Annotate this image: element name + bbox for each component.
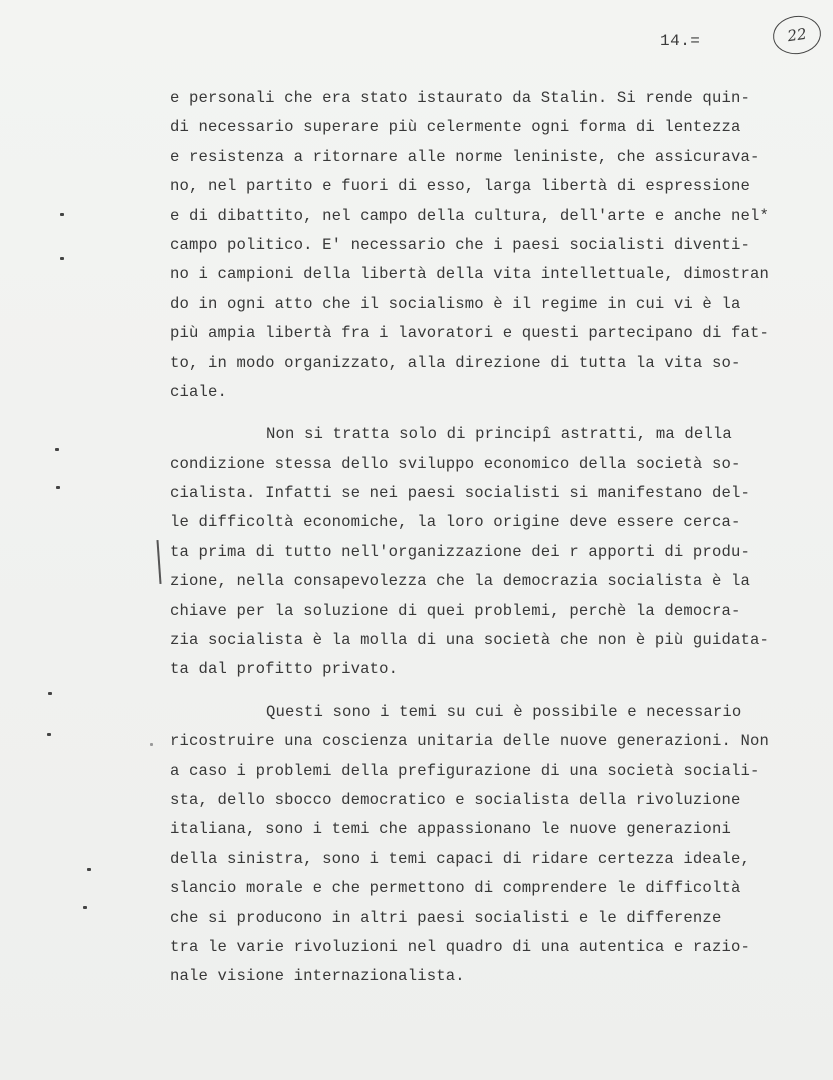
- text-line: e di dibattito, nel campo della cultura, dell'arte e anche nel*: [170, 206, 769, 225]
- margin-mark: [60, 213, 64, 216]
- text-line: ricostruire una coscienza unitaria delle nuove generazioni. Non: [170, 732, 769, 751]
- text-line: ciale.: [170, 382, 228, 401]
- text-line: no, nel partito e fuori di esso, larga libertà di espressione: [170, 177, 750, 196]
- margin-mark: [56, 486, 60, 489]
- text-line: no i campioni della libertà della vita intellettuale, dimostran: [170, 265, 769, 284]
- text-line: condizione stessa dello sviluppo economico della società so-: [170, 454, 741, 473]
- stamp-number: 22: [786, 24, 808, 46]
- text-line: ta prima di tutto nell'organizzazione dei r apporti di produ-: [170, 542, 750, 561]
- margin-mark: [48, 692, 52, 695]
- text-line: campo politico. E' necessario che i paesi socialisti diventi-: [170, 235, 750, 254]
- margin-mark: [60, 257, 64, 260]
- text-line: nale visione internazionalista.: [170, 967, 465, 986]
- text-line: della sinistra, sono i temi capaci di ridare certezza ideale,: [170, 849, 750, 868]
- text-line: italiana, sono i temi che appassionano le nuove generazioni: [170, 820, 731, 839]
- text-line: cialista. Infatti se nei paesi socialisti si manifestano del-: [170, 484, 750, 503]
- text-line: tra le varie rivoluzioni nel quadro di una autentica e razio-: [170, 937, 750, 956]
- text-line: che si producono in altri paesi socialisti e le differenze: [170, 908, 722, 927]
- text-line: zia socialista è la molla di una società che non è più guidata-: [170, 631, 769, 650]
- text-line: Non si tratta solo di principî astratti, ma della: [266, 425, 732, 444]
- paragraph-3: [170, 698, 810, 992]
- text-line: chiave per la soluzione di quei problemi, perchè la democra-: [170, 601, 741, 620]
- margin-mark: [87, 868, 91, 871]
- text-line: slancio morale e che permettono di comprendere le difficoltà: [170, 879, 741, 898]
- text-line: zione, nella consapevolezza che la democrazia socialista è la: [170, 572, 750, 591]
- archive-stamp: [771, 13, 824, 57]
- text-line: più ampia libertà fra i lavoratori e questi partecipano di fat-: [170, 324, 769, 343]
- text-line: to, in modo organizzato, alla direzione di tutta la vita so-: [170, 353, 741, 372]
- paragraph-2: [170, 420, 810, 685]
- document-body: [170, 84, 810, 1005]
- text-line: ta dal profitto privato.: [170, 660, 399, 679]
- text-line: e personali che era stato istaurato da Stalin. Si rende quin-: [170, 89, 750, 107]
- paragraph-1: [170, 84, 810, 407]
- margin-mark: [150, 743, 153, 746]
- text-line: le difficoltà economiche, la loro origine deve essere cerca-: [170, 513, 741, 532]
- text-line: di necessario superare più celermente ogni forma di lentezza: [170, 118, 741, 137]
- page-number: 14.=: [660, 32, 701, 50]
- margin-mark: [47, 733, 51, 736]
- text-line: do in ogni atto che il socialismo è il regime in cui vi è la: [170, 294, 741, 313]
- margin-mark: [55, 448, 59, 451]
- text-line: sta, dello sbocco democratico e socialista della rivoluzione: [170, 790, 741, 809]
- margin-mark: [83, 906, 87, 909]
- text-line: Questi sono i temi su cui è possibile e necessario: [266, 702, 742, 721]
- text-line: e resistenza a ritornare alle norme leniniste, che assicurava-: [170, 147, 760, 166]
- text-line: a caso i problemi della prefigurazione di una società sociali-: [170, 761, 760, 780]
- margin-annotation-line: [156, 540, 161, 584]
